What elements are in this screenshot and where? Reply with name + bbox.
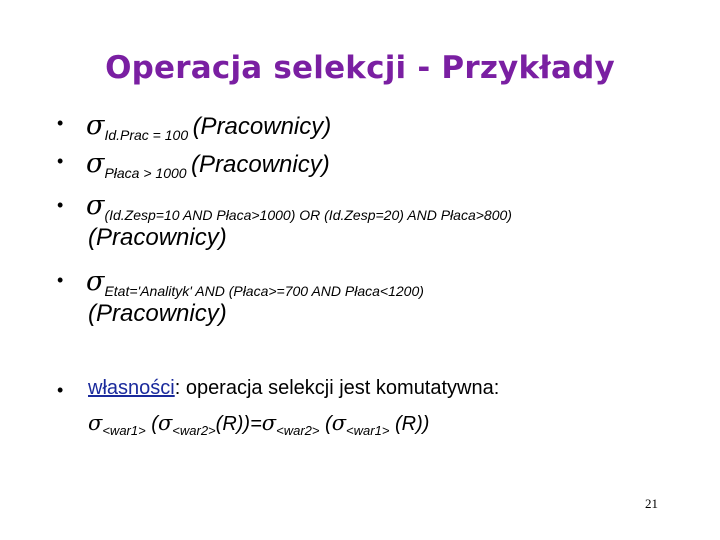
- sigma-symbol: σ: [331, 411, 347, 435]
- commutativity-formula: [88, 411, 429, 436]
- bullet-1: •: [57, 113, 64, 133]
- slide-title: Operacja selekcji - Przykłady: [105, 50, 615, 86]
- condition-war1: <war1>: [102, 423, 146, 438]
- properties-link[interactable]: własności: [88, 377, 175, 399]
- sigma-symbol: σ: [261, 411, 277, 435]
- selection-condition: Etat='Analityk' AND (Płaca>=700 AND Płaca<1200): [104, 283, 424, 299]
- selection-example-1: [86, 110, 331, 141]
- sigma-symbol: σ: [86, 110, 105, 141]
- selection-condition: Id.Prac = 100: [104, 127, 189, 143]
- sigma-symbol: σ: [88, 411, 103, 435]
- sigma-symbol: σ: [157, 411, 173, 435]
- sigma-symbol: σ: [86, 148, 105, 179]
- selection-example-2: [86, 148, 330, 179]
- formula-part: (R))=: [215, 413, 262, 435]
- formula-part: (R)): [389, 413, 430, 435]
- relation-name: (Pracownicy): [88, 300, 227, 327]
- selection-example-4: [86, 266, 424, 297]
- formula-part: (: [145, 413, 158, 435]
- bullet-2: •: [57, 151, 64, 171]
- bullet-5: •: [57, 380, 64, 400]
- selection-condition: Płaca > 1000: [104, 165, 187, 181]
- relation-name: (Pracownicy): [191, 151, 330, 178]
- condition-war2: <war2>: [172, 423, 216, 438]
- relation-name: (Pracownicy): [192, 113, 332, 140]
- formula-part: (: [319, 413, 332, 435]
- page-number: 21: [645, 496, 658, 511]
- property-line: [88, 377, 499, 400]
- condition-war2: <war2>: [276, 423, 320, 438]
- property-text: : operacja selekcji jest komutatywna:: [174, 377, 500, 399]
- selection-example-3: [86, 190, 512, 221]
- sigma-symbol: σ: [86, 190, 105, 221]
- selection-condition: (Id.Zesp=10 AND Płaca>1000) OR (Id.Zesp=20) AND Płaca>800): [104, 207, 512, 223]
- condition-war1: <war1>: [346, 423, 390, 438]
- bullet-3: •: [57, 195, 64, 215]
- sigma-symbol: σ: [86, 266, 105, 297]
- relation-name: (Pracownicy): [88, 224, 227, 251]
- bullet-4: •: [57, 270, 64, 290]
